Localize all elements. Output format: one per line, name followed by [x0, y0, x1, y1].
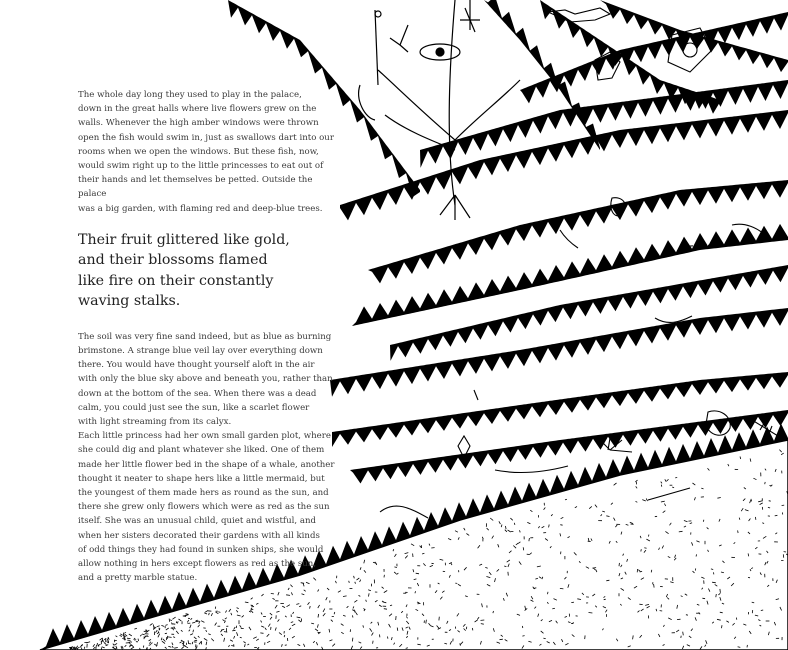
sawtooth-band — [340, 110, 788, 220]
sawtooth-band — [368, 180, 788, 283]
paragraph-palace: The whole day long they used to play in the palace, down in the great halls where live flowers grew on the walls. Whenever the high amber windows were thrown open the fish would swim in, just as swallows dart into our rooms when we open the windows. But these fish, now, would swim right up to the little princesses to eat out of their hands and let themselves be petted. Outside the palace was a big garden, with flaming red and deep-blue trees. — [78, 90, 334, 214]
pull-quote: Their fruit glittered like gold, and their blossoms flamed like fire on their constantly waving stalks. — [78, 231, 290, 310]
text-column — [78, 88, 338, 585]
paragraph-garden: Each little princess had her own small garden plot, where she could dig and plant whatever she liked. One of them made her little flower bed in the shape of a whale, another thought it neater to shape hers like a little mermaid, but the youngest of them made hers as round as the sun, and there she grew only flowers which were as red as the sun itself. She was an unusual child, quiet and wistful, and when her sisters decorated their gardens with all kinds of odd things they had found in sunken ships, she would allow nothing in hers except flowers as red as the sun, and a pretty marble statue. — [78, 431, 335, 584]
paragraph-soil: The soil was very fine sand indeed, but as blue as burning brimstone. A strange blue veil lay over everything down there. You would have thought yourself aloft in the air with only the blue sky above and beneath you, rather than down at the bottom of the sea. When there was a dead calm, you could just see the sun, like a scarlet flower with light streaming from its calyx. — [78, 331, 333, 428]
central-flower-plant — [359, 0, 520, 220]
